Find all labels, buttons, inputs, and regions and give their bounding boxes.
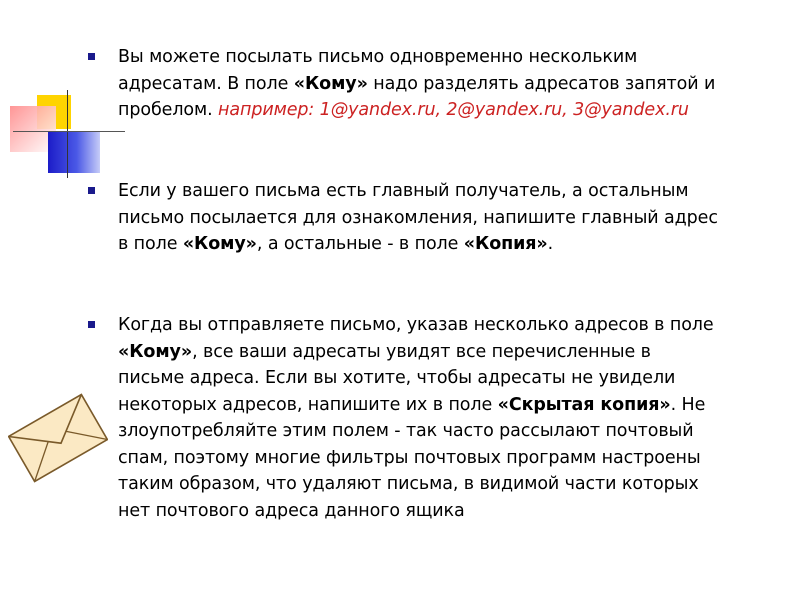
text-line: Вы можете посылать письмо одновременно нескольким — [118, 47, 638, 67]
bullet-marker — [88, 53, 95, 60]
list-item — [88, 178, 794, 258]
list-item — [88, 44, 794, 124]
text-line: таким образом, что удаляют письма, в видимой части которых — [118, 474, 699, 494]
text-segment: . Не — [670, 394, 706, 415]
text-segment: некоторых адресов, напишите их в поле — [118, 394, 498, 415]
decor-vertical-line — [67, 90, 68, 178]
text-line: нет почтового адреса данного ящика — [118, 500, 465, 521]
text-line: Когда вы отправляете письмо, указав несколько адресов в поле — [118, 315, 714, 335]
keyword-to: «Кому» — [182, 234, 257, 254]
text-line: Если у вашего письма есть главный получатель, а остальным — [118, 181, 689, 201]
bullet-text — [118, 312, 794, 524]
bullet-marker — [88, 187, 95, 194]
text-line: письме адреса. Если вы хотите, чтобы адресаты не увидели — [118, 368, 676, 388]
decor-horizontal-line — [13, 131, 125, 132]
blue-square — [48, 131, 100, 173]
text-segment: , а остальные - в поле — [256, 234, 464, 254]
text-segment: адресатам. В поле — [118, 73, 294, 94]
keyword-cc: «Копия» — [463, 234, 548, 254]
bullet-text — [118, 44, 794, 124]
keyword-bcc: «Скрытая копия» — [497, 394, 671, 415]
text-line: письмо посылается для ознакомления, напишите главный адрес — [118, 207, 718, 228]
text-segment: в поле — [118, 234, 183, 254]
keyword-to: «Кому» — [118, 341, 193, 362]
text-segment: , все ваши адресаты увидят все перечисленные в — [192, 341, 651, 362]
text-line: злоупотребляйте этим полем - так часто рассылают почтовый — [118, 421, 694, 441]
bullet-marker — [88, 321, 95, 328]
text-line: спам, поэтому многие фильтры почтовых программ настроены — [118, 447, 701, 468]
text-segment: надо разделять адресатов запятой и — [367, 73, 716, 94]
text-segment: пробелом. — [118, 100, 219, 120]
keyword-to: «Кому» — [293, 73, 368, 94]
text-segment: . — [547, 234, 554, 254]
list-item — [88, 312, 794, 524]
bullet-text — [118, 178, 794, 258]
example-addresses: например: 1@yandex.ru, 2@yandex.ru, 3@yandex.ru — [218, 100, 689, 120]
